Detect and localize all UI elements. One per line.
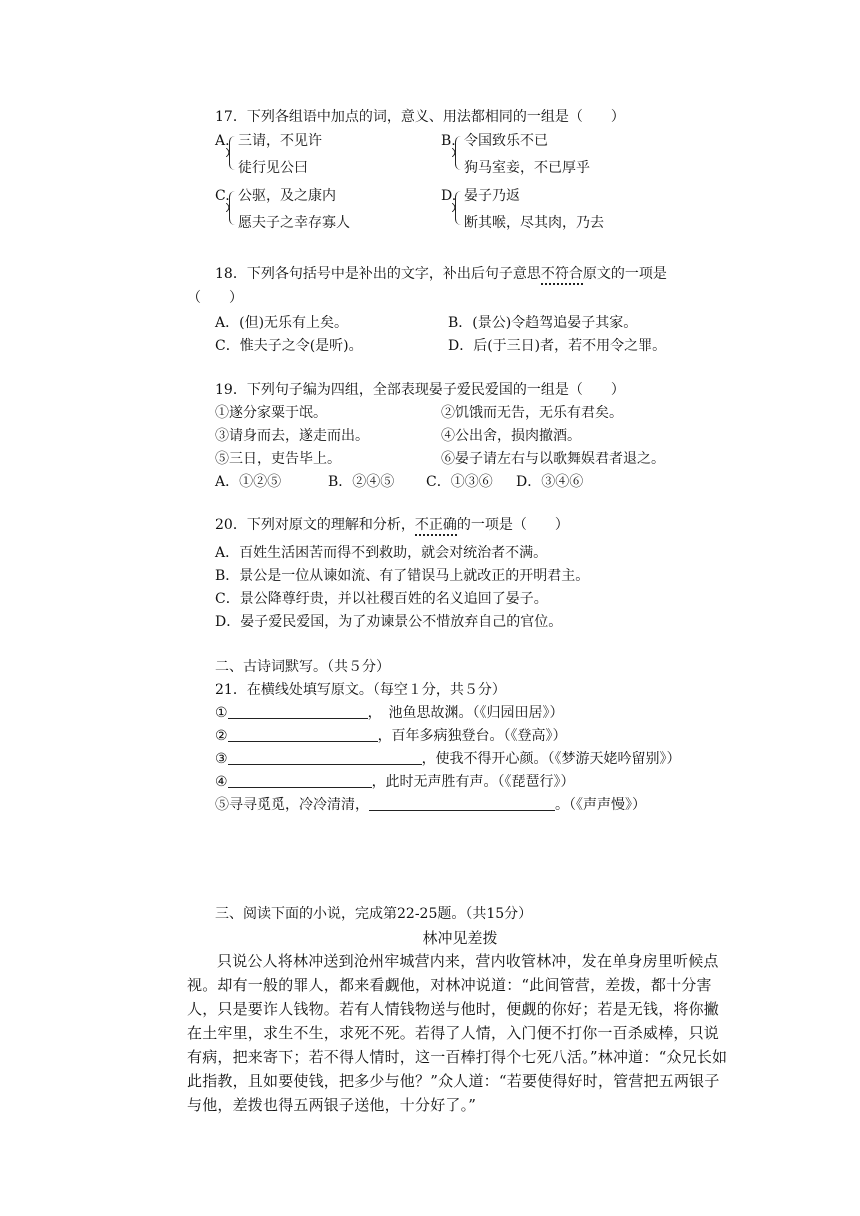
recitation-num-4: ④ [215, 774, 228, 790]
q17-option-a-letter: A. [215, 133, 230, 149]
q17-stem: 17．下列各组语中加点的词，意义、用法都相同的一组是（ ） [215, 109, 625, 125]
recitation-line-1 [215, 703, 564, 723]
q18-stem [215, 264, 667, 284]
recitation-after-5: 。（《声声慢》） [555, 797, 646, 813]
q20-option-d: D．晏子爱民爱国，为了劝谏景公不惜放弃自己的官位。 [215, 614, 563, 630]
recitation-num-5: ⑤ [215, 797, 229, 813]
q19-option-a: A．①②⑤ [215, 474, 282, 490]
story-paragraph: 只说公人将林冲送到沧州牢城营内来，营内收管林冲，发在单身房里听候点视。却有一般的罪人，都来看觑他，对林冲说道：“此间管营，差拨，都十分害人，只是要诈人钱物。若有人情钱物送与他时，便觑的你好；若是无钱，将你撇在土牢里，求生不生，求死不死。若得了人情，入门便不打你一百杀威棒，只说有病，把来寄下；若不得人情时，这一百棒打得个七死八活。”林冲道：“众兄长如此指教，且如要使钱，把多少与他？”众人道：“若要使得好时，管营把五两银子与他，差拨也得五两银子送他，十分好了。” [187, 952, 728, 1114]
q17-option-b-letter: B. [441, 133, 456, 149]
section2-heading: 二、古诗词默写。（共５分） [215, 659, 390, 675]
q17-option-b-line1: 令国致乐不已 [464, 133, 548, 149]
q19-option-c: C．①③⑥ [426, 474, 493, 490]
q19-stem: 19．下列句子编为四组，全部表现晏子爱民爱国的一组是（ ） [215, 382, 625, 398]
q19-option-d: D．③④⑥ [516, 474, 584, 490]
q17-option-c-letter: C. [215, 188, 230, 204]
q19-item-3: ③请身而去，遂走而出。 [215, 428, 369, 444]
recitation-line-5 [215, 795, 646, 815]
q21-stem: 21．在横线处填写原文。（每空１分，共５分） [215, 682, 506, 698]
q18-option-b: B．(景公)令趋驾追晏子其家。 [448, 315, 638, 331]
q17-option-a-line2: 徒行见公曰 [238, 160, 308, 176]
q17-option-b-line2: 狗马室妾，不已厚乎 [464, 160, 590, 176]
story-title: 林冲见差拨 [422, 929, 498, 947]
recitation-line-4 [215, 772, 575, 792]
recitation-line-3 [215, 749, 681, 769]
recitation-num-1: ① [215, 705, 228, 721]
q17-option-d-letter: D. [441, 188, 457, 204]
q20-option-a: A．百姓生活困苦而得不到救助，就会对统治者不满。 [215, 545, 548, 561]
q18-option-a: A．(但)无乐有上矣。 [215, 315, 349, 331]
q18-paren: （ ） [187, 290, 243, 306]
q18-option-c: C．惟夫子之令(是听)。 [215, 338, 363, 354]
q19-item-5: ⑤三日，吏告毕上。 [215, 451, 341, 467]
q20-option-c: C．景公降尊纡贵，并以社稷百姓的名义追回了晏子。 [215, 591, 548, 607]
recitation-before-5: 寻寻觅觅，冷冷清清， [229, 797, 369, 813]
q17-option-a-line1: 三请，不见许 [238, 133, 322, 149]
recitation-after-2: ，百年多病独登台。（《登高》） [377, 728, 567, 744]
section3-heading: 三、阅读下面的小说，完成第22-25题。（共15分） [215, 906, 533, 922]
q18-option-d: D．后(于三日)者，若不用令之罪。 [448, 338, 667, 354]
q17-option-c-line1: 公驱，及之康内 [238, 188, 336, 204]
recitation-num-2: ② [215, 728, 228, 744]
q19-item-2: ②饥饿而无告，无乐有君矣。 [441, 405, 623, 421]
q17-option-d-line2: 断其喉，尽其肉，乃去 [464, 215, 604, 231]
q19-item-6: ⑥晏子请左右与以歌舞娱君者退之。 [441, 451, 665, 467]
q20-stem-emphasis: 不正确 [415, 517, 457, 536]
q18-stem-emphasis: 不符合 [541, 266, 583, 285]
recitation-after-1: ， 池鱼思故渊。（《归园田居》） [367, 705, 564, 721]
q17-option-d-line1: 晏子乃返 [464, 188, 520, 204]
recitation-blank-3[interactable] [228, 750, 422, 765]
recitation-blank-1[interactable] [228, 704, 368, 719]
q19-item-1: ①遂分家粟于氓。 [215, 405, 327, 421]
q18-stem-pre: 18．下列各句括号中是补出的文字，补出后句子意思 [215, 266, 541, 282]
q20-stem-post: 的一项是（ ） [456, 517, 569, 533]
recitation-after-4: ，此时无声胜有声。（《琵琶行》） [371, 774, 575, 790]
q20-stem [215, 515, 569, 535]
recitation-after-3: ，使我不得开心颜。（《梦游天姥吟留别》） [421, 751, 681, 767]
q20-option-b: B．景公是一位从谏如流、有了错误马上就改正的开明君主。 [215, 568, 590, 584]
q20-stem-pre: 20．下列对原文的理解和分析， [215, 517, 415, 533]
recitation-blank-5[interactable] [369, 796, 555, 811]
q17-option-c-line2: 愿夫子之幸存寡人 [238, 215, 350, 231]
q19-option-b: B．②④⑤ [328, 474, 395, 490]
q18-stem-post: 原文的一项是 [582, 266, 667, 282]
recitation-num-3: ③ [215, 751, 228, 767]
recitation-line-2 [215, 726, 567, 746]
q19-item-4: ④公出舍，损肉撤酒。 [441, 428, 581, 444]
recitation-blank-2[interactable] [228, 727, 378, 742]
recitation-blank-4[interactable] [228, 773, 372, 788]
